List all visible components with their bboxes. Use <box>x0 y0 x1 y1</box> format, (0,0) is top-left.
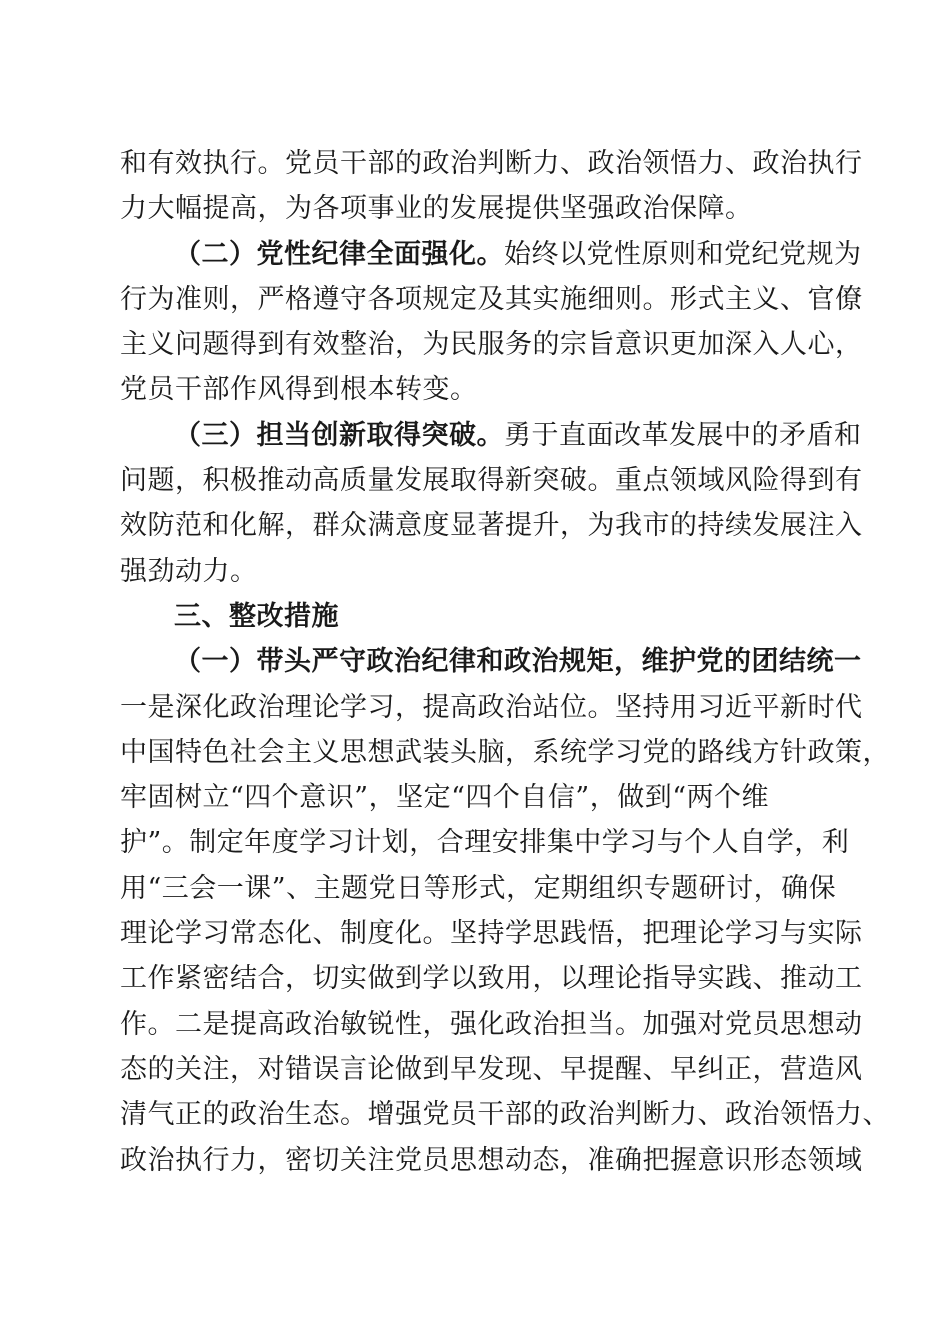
text-span: 勇于直面改革发展中的矛盾和 <box>504 419 862 451</box>
text-line: 护”。制定年度学习计划，合理安排集中学习与个人自学，利 <box>120 827 850 859</box>
text-line: 态的关注，对错误言论做到早发现、早提醒、早纠正，营造风 <box>120 1053 863 1085</box>
text-line: 牢固树立“四个意识”，坚定“四个自信”，做到“两个维 <box>120 782 770 814</box>
paragraph-measure-1 <box>120 639 890 1183</box>
document-body <box>120 141 890 1183</box>
text-line: 效防范和化解，群众满意度显著提升，为我市的持续发展注入 <box>120 510 863 542</box>
text-line: 清气正的政治生态。增强党员干部的政治判断力、政治领悟力、 <box>120 1099 890 1131</box>
paragraph-title: （三）担当创新取得突破。 <box>174 419 504 451</box>
paragraph-title: （一）带头严守政治纪律和政治规矩，维护党的团结统一 <box>174 646 862 678</box>
text-line: 作。二是提高政治敏锐性，强化政治担当。加强对党员思想动 <box>120 1008 863 1040</box>
paragraph-outcome-1 <box>120 141 863 232</box>
text-line: 中国特色社会主义思想武装头脑，系统学习党的路线方针政策， <box>120 736 890 768</box>
text-line: 用“三会一课”、主题党日等形式，定期组织专题研讨，确保 <box>120 872 837 904</box>
text-line: 强劲动力。 <box>120 555 258 587</box>
text-line: 政治执行力，密切关注党员思想动态，准确把握意识形态领域 <box>120 1144 863 1176</box>
text-line: 一是深化政治理论学习，提高政治站位。坚持用习近平新时代 <box>120 691 863 723</box>
text-line: 工作紧密结合，切实做到学以致用，以理论指导实践、推动工 <box>120 963 863 995</box>
text-line: 和有效执行。党员干部的政治判断力、政治领悟力、政治执行 <box>120 148 863 179</box>
text-line: 党员干部作风得到根本转变。 <box>120 374 478 406</box>
text-line: 问题，积极推动高质量发展取得新突破。重点领域风险得到有 <box>120 465 863 497</box>
text-line: 理论学习常态化、制度化。坚持学思践悟，把理论学习与实际 <box>120 918 863 950</box>
text-line: 主义问题得到有效整治，为民服务的宗旨意识更加深入人心， <box>120 329 863 361</box>
section-heading: 三、整改措施 <box>174 600 339 632</box>
text-line: 力大幅提高，为各项事业的发展提供坚强政治保障。 <box>120 193 753 225</box>
text-line <box>120 413 862 458</box>
paragraph-outcome-2 <box>120 232 863 413</box>
paragraph-title: （二）党性纪律全面强化。 <box>174 238 504 270</box>
paragraph-outcome-3 <box>120 413 863 594</box>
text-span: 始终以党性原则和党纪党规为 <box>504 238 862 270</box>
text-line: 行为准则，严格遵守各项规定及其实施细则。形式主义、官僚 <box>120 283 863 315</box>
text-line <box>120 232 862 277</box>
